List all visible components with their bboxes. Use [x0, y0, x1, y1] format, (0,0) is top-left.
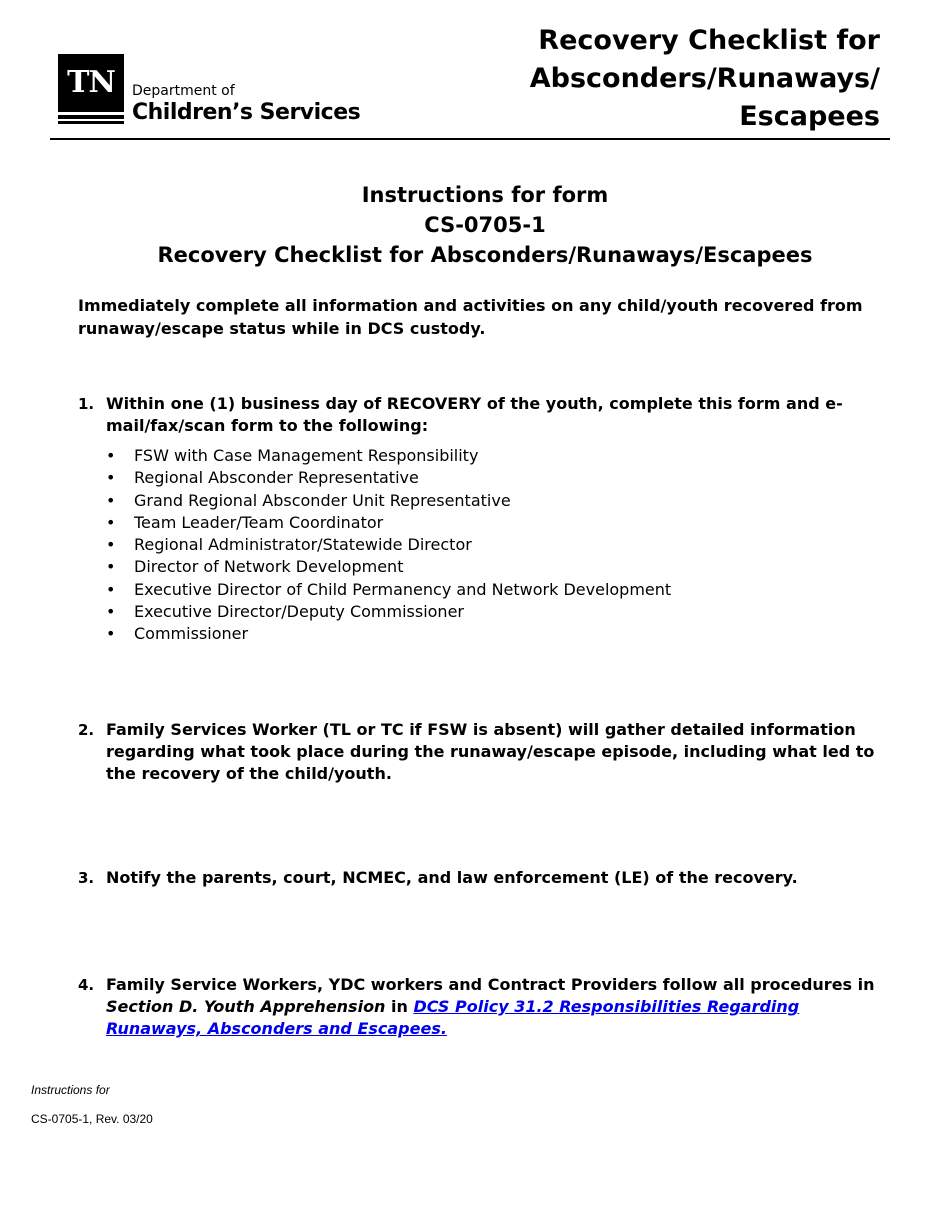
intro-paragraph: Immediately complete all information and activities on any child/youth recovered from runaway/escape status while in DCS custody. [78, 296, 863, 338]
recipient-list [106, 445, 888, 646]
step-number: 2. [78, 721, 95, 739]
step-1 [78, 393, 888, 646]
form-title-name: Recovery Checklist for Absconders/Runaways/Escapees [157, 243, 813, 267]
list-item: • Team Leader/Team Coordinator [106, 512, 888, 534]
document-header [50, 0, 890, 140]
form-title-block [0, 180, 950, 270]
form-title-line: Instructions for form [361, 183, 609, 207]
list-item: • Executive Director/Deputy Commissioner [106, 601, 888, 623]
header-title-line: Escapees [739, 101, 880, 132]
list-item: • Regional Administrator/Statewide Director [106, 534, 888, 556]
tn-logo-mark: TN [58, 54, 124, 112]
step-number: 1. [78, 395, 95, 413]
list-item: • Commissioner [106, 623, 888, 645]
list-item: • Executive Director of Child Permanency and Network Development [106, 579, 888, 601]
list-item: • Director of Network Development [106, 556, 888, 578]
footer-label: Instructions for [31, 1083, 110, 1097]
step-number: 3. [78, 869, 95, 887]
department-label: Department of [132, 83, 235, 99]
footer-form-revision: CS-0705-1, Rev. 03/20 [31, 1112, 153, 1126]
step-2 [78, 719, 888, 785]
step-text-part: in [385, 997, 414, 1016]
list-item: • Regional Absconder Representative [106, 467, 888, 489]
header-title-line: Recovery Checklist for [538, 25, 880, 56]
form-number: CS-0705-1 [424, 213, 546, 237]
header-title-line: Absconders/Runaways/ [529, 63, 880, 94]
list-item: • Grand Regional Absconder Unit Representative [106, 490, 888, 512]
list-item: • FSW with Case Management Responsibility [106, 445, 888, 467]
section-reference: Section D. Youth Apprehension [106, 997, 386, 1016]
policy-link[interactable]: DCS Policy 31.2 Responsibilities Regarding Runaways, Absconders and Escapees. [106, 997, 800, 1038]
logo-underline [58, 115, 124, 119]
step-4 [78, 974, 888, 1040]
step-text-part: Family Service Workers, YDC workers and Contract Providers follow all procedures in [106, 975, 875, 994]
step-text: Within one (1) business day of RECOVERY of the youth, complete this form and e-mail/fax/scan form to the following: [106, 394, 843, 435]
step-3 [78, 867, 888, 889]
logo-underline-thin [58, 121, 124, 124]
step-text [106, 974, 888, 1040]
step-text: Notify the parents, court, NCMEC, and law enforcement (LE) of the recovery. [106, 868, 798, 887]
step-text: Family Services Worker (TL or TC if FSW is absent) will gather detailed information regarding what took place during the runaway/escape episode, including what led to the recovery of the child/youth. [106, 720, 875, 783]
department-name: Children’s Services [132, 100, 361, 125]
header-title [460, 22, 880, 136]
step-number: 4. [78, 976, 95, 994]
